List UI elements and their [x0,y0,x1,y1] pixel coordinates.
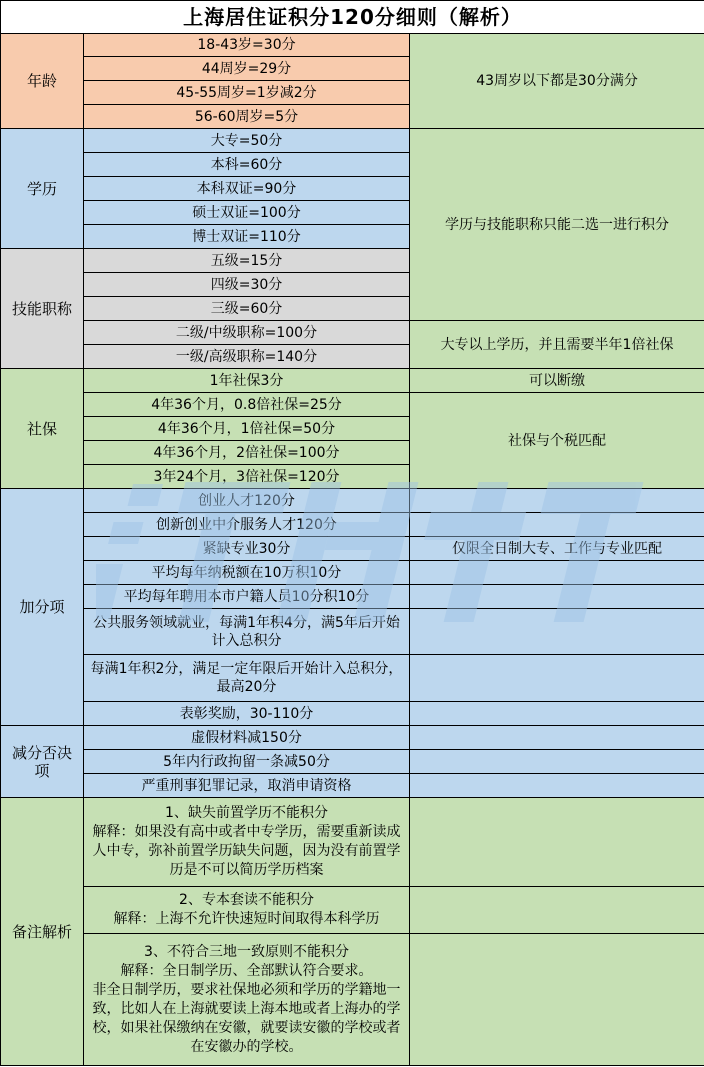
deduct-blank [410,750,704,774]
table-row [1,369,704,393]
table-row [1,726,704,750]
social-note-1: 可以断缴 [410,369,704,393]
skill-item: 一级/高级职称=140分 [84,345,410,369]
social-item: 3年24个月，3倍社保=120分 [84,465,410,489]
table-row [1,934,704,1066]
category-deduct: 减分否决项 [1,726,84,798]
table-title: 上海居住证积分120分细则（解析） [1,1,704,34]
category-social: 社保 [1,369,84,489]
skill-note: 大专以上学历，并且需要半年1倍社保 [410,321,704,369]
table-row [1,561,704,585]
table-row [1,513,704,537]
skill-item: 三级=60分 [84,297,410,321]
remark-heading: 2、专本套读不能积分 [179,892,314,908]
table-row [1,537,704,561]
social-note-2: 社保与个税匹配 [410,393,704,489]
table-row [1,321,704,345]
table-row [1,774,704,798]
skill-item: 二级/中级职称=100分 [84,321,410,345]
bonus-blank [410,585,704,609]
age-item: 44周岁=29分 [84,57,410,81]
education-item: 大专=50分 [84,129,410,153]
deduct-item: 严重刑事犯罪记录，取消申请资格 [84,774,410,798]
social-item: 4年36个月，0.8倍社保=25分 [84,393,410,417]
table-row [1,655,704,702]
category-skill: 技能职称 [1,249,84,369]
deduct-blank [410,726,704,750]
social-item: 4年36个月，1倍社保=50分 [84,417,410,441]
remark-blank [410,798,704,887]
table-row [1,585,704,609]
age-note: 43周岁以下都是30分满分 [410,34,704,129]
bonus-blank [410,702,704,726]
remark-text: 解释：如果没有高中或者中专学历，需要重新读成人中专，弥补前置学历缺失问题，因为没有前置学历是不可以简历学历档案 [92,824,401,878]
remark-text: 解释：上海不允许快速短时间取得本科学历 [113,911,380,927]
bonus-item: 平均每年聘用本市户籍人员10分积10分 [84,585,410,609]
education-item: 硕士双证=100分 [84,201,410,225]
remark-item [84,887,410,934]
bonus-note: 仅限全日制大专、工作与专业匹配 [410,537,704,561]
table-row [1,798,704,887]
bonus-item: 公共服务领域就业，每满1年积4分，满5年后开始计入总积分 [84,609,410,655]
bonus-item: 创新创业中介服务人才120分 [84,513,410,537]
age-item: 56-60周岁=5分 [84,105,410,129]
remark-blank [410,887,704,934]
bonus-item: 每满1年积2分，满足一定年限后开始计入总积分，最高20分 [84,655,410,702]
skill-item: 五级=15分 [84,249,410,273]
remark-heading: 3、不符合三地一致原则不能积分 [144,943,349,960]
bonus-blank [410,561,704,585]
deduct-blank [410,774,704,798]
table-row [1,129,704,153]
table-row [1,750,704,774]
table-row [1,609,704,655]
table-row [1,887,704,934]
skill-item: 四级=30分 [84,273,410,297]
education-item: 本科双证=90分 [84,177,410,201]
bonus-item: 平均每年纳税额在10万积10分 [84,561,410,585]
table-row [1,393,704,417]
table-row [1,702,704,726]
bonus-item: 紧缺专业30分 [84,537,410,561]
bonus-item: 创业人才120分 [84,489,410,513]
remark-blank [410,934,704,1066]
category-remarks: 备注解析 [1,798,84,1066]
category-age: 年龄 [1,34,84,129]
age-item: 45-55周岁=1岁减2分 [84,81,410,105]
bonus-blank [410,513,704,537]
education-item: 博士双证=110分 [84,225,410,249]
bonus-blank [410,489,704,513]
remark-heading: 1、缺失前置学历不能积分 [165,805,328,821]
category-bonus: 加分项 [1,489,84,726]
age-item: 18-43岁=30分 [84,34,410,57]
social-item: 1年社保3分 [84,369,410,393]
remark-text: 非全日制学历，要求社保地必须和学历的学籍地一致，比如人在上海就要读上海本地或者上海办的学校，如果社保缴纳在安徽，就要读安徽的学校或者在安徽办的学校。 [92,981,401,1055]
deduct-item: 5年内行政拘留一条减50分 [84,750,410,774]
remark-text: 解释：全日制学历、全部默认符合要求。 [120,962,373,979]
bonus-item: 表彰奖励，30-110分 [84,702,410,726]
deduct-item: 虚假材料减150分 [84,726,410,750]
bonus-blank [410,655,704,702]
remark-item [84,934,410,1066]
category-education: 学历 [1,129,84,249]
edu-skill-note: 学历与技能职称只能二选一进行积分 [410,129,704,321]
education-item: 本科=60分 [84,153,410,177]
remark-item [84,798,410,887]
social-item: 4年36个月，2倍社保=100分 [84,441,410,465]
table-row [1,489,704,513]
bonus-blank [410,609,704,655]
title-row [1,1,704,34]
table-row [1,34,704,57]
